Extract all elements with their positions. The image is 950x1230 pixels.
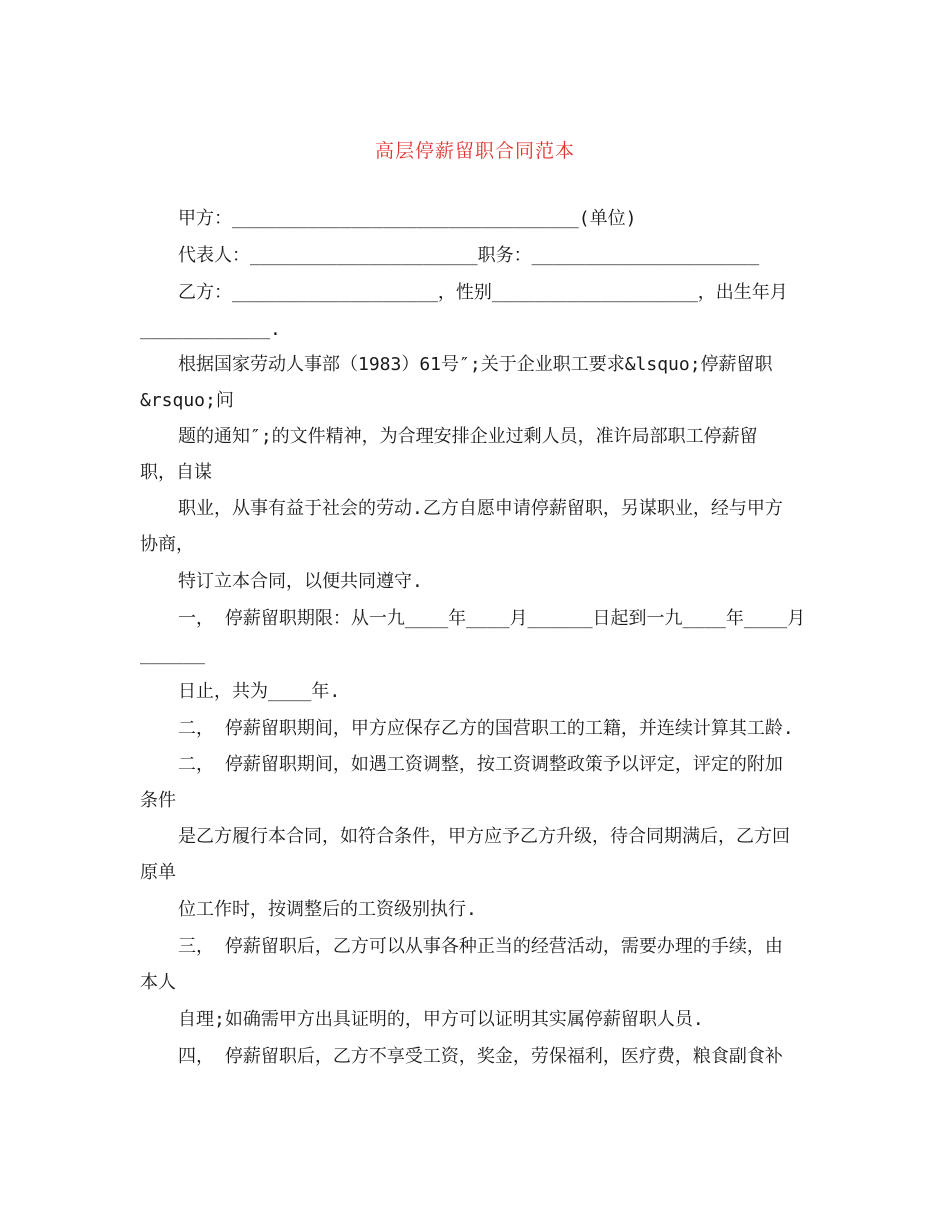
paragraph-line: 职，自谋: [140, 462, 212, 483]
party-a-line: 甲方：________________________________(单位): [178, 208, 637, 229]
paragraph-line: 根据国家劳动人事部（1983）61号″;关于企业职工要求&lsquo;停薪留职: [178, 354, 773, 375]
representative-line: 代表人：_____________________职务：_____________________: [178, 245, 760, 266]
clause-two-b-line: 原单: [140, 862, 176, 883]
party-b-line: 乙方：___________________，性别___________________，出生年月: [178, 282, 788, 303]
party-b-line-cont: ____________.: [140, 319, 281, 340]
clause-one-line: 日止，共为____年.: [178, 681, 341, 702]
clause-two-b-line: 是乙方履行本合同，如符合条件，甲方应予乙方升级，待合同期满后，乙方回: [178, 826, 790, 847]
clause-one-line: 一， 停薪留职期限：从一九____年____月______日起到一九____年____月: [178, 608, 806, 629]
paragraph-line: 题的通知″;的文件精神，为合理安排企业过剩人员，准许局部职工停薪留: [178, 426, 758, 447]
clause-three-line: 三， 停薪留职后，乙方可以从事各种正当的经营活动，需要办理的手续，由: [178, 936, 783, 957]
document-title: 高层停薪留职合同范本: [374, 140, 575, 162]
clause-two-line: 二， 停薪留职期间，甲方应保存乙方的国营职工的工籍，并连续计算其工龄.: [178, 718, 794, 739]
clause-three-line: 本人: [140, 972, 176, 993]
paragraph-line: 特订立本合同，以便共同遵守.: [178, 571, 423, 592]
clause-three-line: 自理;如确需甲方出具证明的，甲方可以证明其实属停薪留职人员.: [178, 1009, 704, 1030]
paragraph-line: &rsquo;问: [140, 390, 234, 411]
clause-two-b-line: 位工作时，按调整后的工资级别执行.: [178, 899, 477, 920]
clause-two-b-line: 二， 停薪留职期间，如遇工资调整，按工资调整政策予以评定，评定的附加: [178, 754, 783, 775]
paragraph-line: 职业，从事有益于社会的劳动.乙方自愿申请停薪留职，另谋职业，经与甲方: [178, 498, 783, 519]
clause-two-b-line: 条件: [140, 790, 176, 811]
clause-one-line: ______: [140, 644, 206, 665]
clause-four-line: 四， 停薪留职后，乙方不享受工资，奖金，劳保福利，医疗费，粮食副食补: [178, 1046, 783, 1067]
paragraph-line: 协商，: [140, 534, 194, 555]
